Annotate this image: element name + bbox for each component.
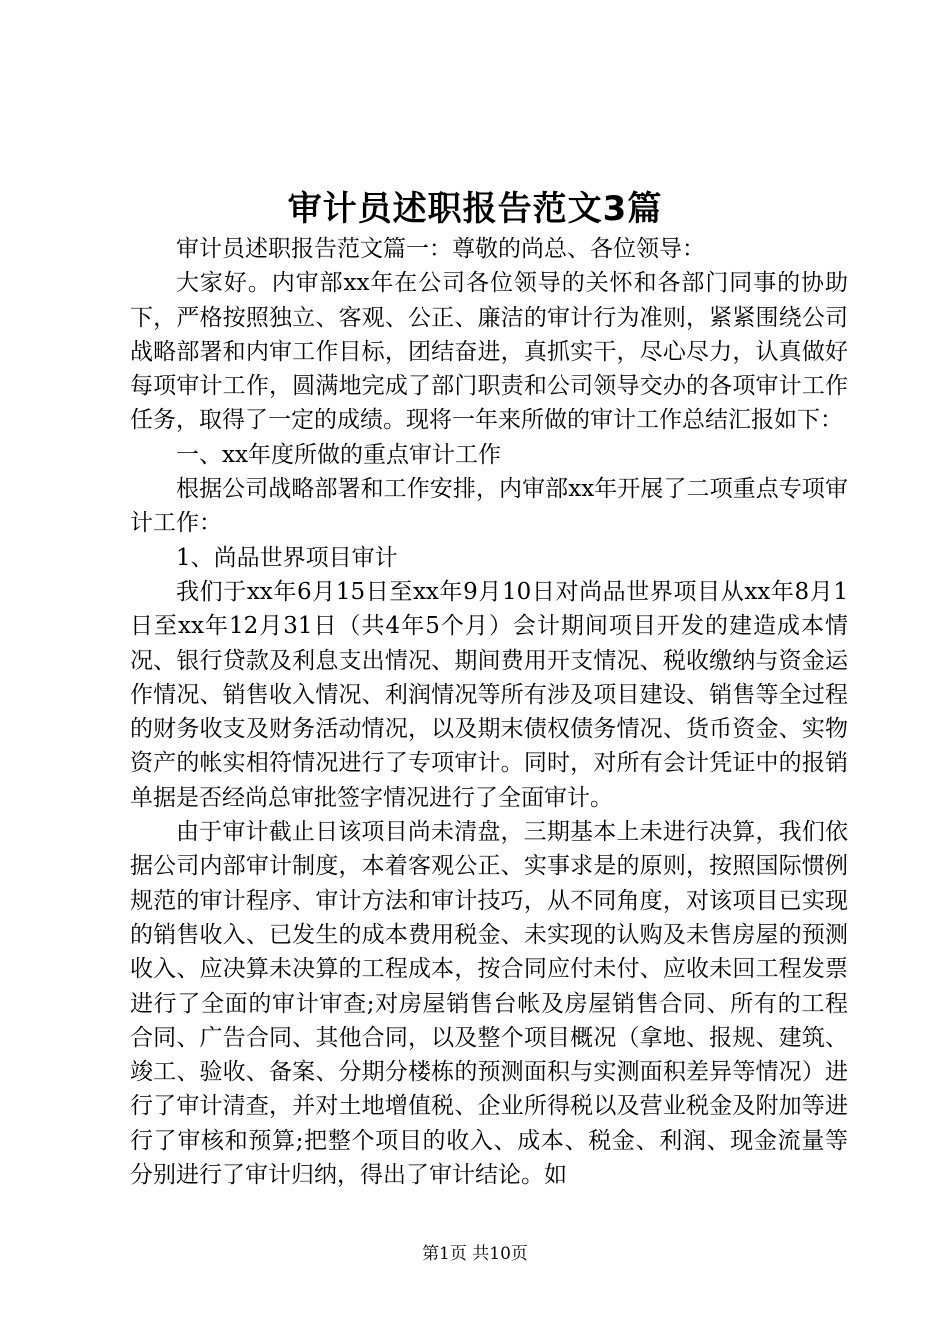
- section-heading-1: 一、xx年度所做的重点审计工作: [176, 441, 501, 468]
- paragraph-greeting: 大家好。内审部xx年在公司各位领导的关怀和各部门同事的协助下，严格按照独立、客观、公正、廉洁的审计行为准则，紧紧围绕公司战略部署和内审工作目标，团结奋进，真抓实干，尽心尽力，认真做好每项审计工作，圆满地完成了部门职责和公司领导交办的各项审计工作任务，取得了一定的成绩。现将一年来所做的审计工作总结汇报如下：: [130, 270, 848, 434]
- document-title: 审计员述职报告范文3篇: [287, 189, 663, 229]
- paragraph-salutation: 审计员述职报告范文篇一：尊敬的尚总、各位领导：: [176, 236, 705, 262]
- subsection-heading-1: 1、尚品世界项目审计: [176, 544, 398, 571]
- page-number-footer: 第1页 共10页: [422, 1244, 528, 1264]
- document-body: [130, 232, 848, 1192]
- paragraph-audit-method: 由于审计截止日该项目尚未清盘，三期基本上未进行决算，我们依据公司内部审计制度，本着客观公正、实事求是的原则，按照国际惯例规范的审计程序、审计方法和审计技巧，从不同角度，对该项目已实现的销售收入、已发生的成本费用税金、未实现的认购及未售房屋的预测收入、应决算未决算的工程成本，按合同应付未付、应收未回工程发票进行了全面的审计审查;对房屋销售台帐及房屋销售合同、所有的工程合同、广告合同、其他合同，以及整个项目概况（拿地、报规、建筑、竣工、验收、备案、分期分楼栋的预测面积与实测面积差异等情况）进行了审计清查，并对土地增值税、企业所得税以及营业税金及附加等进行了审核和预算;把整个项目的收入、成本、税金、利润、现金流量等分别进行了审计归纳，得出了审计结论。如: [130, 819, 848, 1189]
- paragraph-overview: 根据公司战略部署和工作安排，内审部xx年开展了二项重点专项审计工作：: [130, 476, 848, 537]
- paragraph-audit-scope: 我们于xx年6月15日至xx年9月10日对尚品世界项目从xx年8月1日至xx年12月31日（共4年5个月）会计期间项目开发的建造成本情况、银行贷款及利息支出情况、期间费用开支情况、税收缴纳与资金运作情况、销售收入情况、利润情况等所有涉及项目建设、销售等全过程的财务收支及财务活动情况，以及期末债权债务情况、货币资金、实物资产的帐实相符情况进行了专项审计。同时，对所有会计凭证中的报销单据是否经尚总审批签字情况进行了全面审计。: [130, 578, 848, 811]
